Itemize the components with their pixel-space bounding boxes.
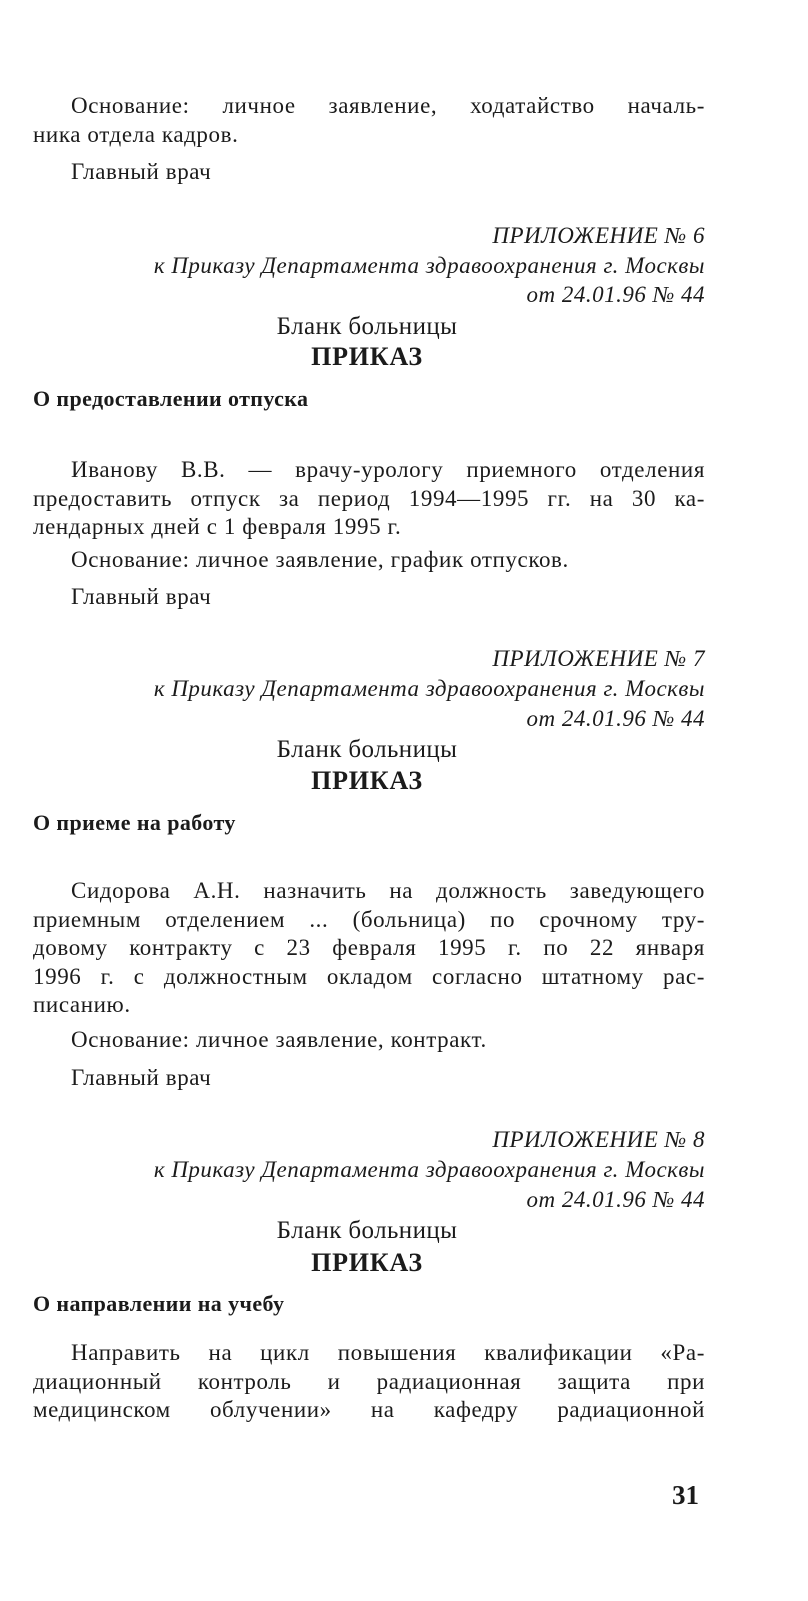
signature-label: Главный врач bbox=[71, 159, 212, 184]
text-line: Сидорова А.Н. назначить на должность заведующего bbox=[71, 878, 705, 903]
text-line: Иванову В.В. — врачу-урологу приемного отделения bbox=[71, 457, 705, 482]
hospital-form-label: Бланк больницы bbox=[276, 736, 458, 763]
appendix-title: ПРИЛОЖЕНИЕ № 6 bbox=[492, 223, 705, 248]
text-line: довому контракту с 23 февраля 1995 г. по 22 января bbox=[33, 935, 705, 960]
order-title: ПРИКАЗ bbox=[311, 1248, 423, 1277]
appendix-title: ПРИЛОЖЕНИЕ № 7 bbox=[492, 646, 705, 671]
basis-line: Основание: личное заявление, график отпусков. bbox=[71, 547, 569, 572]
order-heading: О приеме на работу bbox=[33, 810, 236, 835]
page-number: 31 bbox=[672, 1480, 699, 1510]
appendix-date: от 24.01.96 № 44 bbox=[526, 282, 705, 307]
text-line: 1996 г. с должностным окладом согласно штатному рас- bbox=[33, 963, 705, 989]
order-body bbox=[33, 877, 705, 1020]
appendix-date: от 24.01.96 № 44 bbox=[526, 1187, 705, 1212]
text-line: ника отдела кадров. bbox=[33, 121, 239, 147]
signature-label: Главный врач bbox=[71, 584, 212, 609]
appendix-reference: к Приказу Департамента здравоохранения г. Москвы bbox=[153, 253, 705, 278]
text-line: предоставить отпуск за период 1994—1995 гг. на 30 ка- bbox=[33, 485, 705, 511]
text-line: диационный контроль и радиационная защита при bbox=[33, 1368, 705, 1394]
hospital-form-label: Бланк больницы bbox=[276, 1217, 458, 1244]
basis-line: Основание: личное заявление, контракт. bbox=[71, 1027, 487, 1052]
order-body bbox=[33, 456, 705, 542]
signature-label: Главный врач bbox=[71, 1065, 212, 1090]
text-line: писанию. bbox=[33, 992, 131, 1017]
hospital-form-label: Бланк больницы bbox=[276, 313, 458, 340]
appendix-date: от 24.01.96 № 44 bbox=[526, 706, 705, 731]
appendix-reference: к Приказу Департамента здравоохранения г. Москвы bbox=[153, 676, 705, 701]
order-heading: О направлении на учебу bbox=[33, 1291, 285, 1316]
appendix-title: ПРИЛОЖЕНИЕ № 8 bbox=[492, 1127, 705, 1152]
text-line: Направить на цикл повышения квалификации «Ра- bbox=[71, 1340, 705, 1365]
basis-paragraph bbox=[33, 92, 705, 149]
text-line: лендарных дней с 1 февраля 1995 г. bbox=[33, 514, 402, 539]
appendix-reference: к Приказу Департамента здравоохранения г. Москвы bbox=[153, 1157, 705, 1182]
order-body bbox=[33, 1339, 705, 1425]
order-heading: О предоставлении отпуска bbox=[33, 386, 309, 411]
text-line: Основание: личное заявление, ходатайство началь- bbox=[71, 93, 705, 118]
order-title: ПРИКАЗ bbox=[311, 766, 423, 795]
order-title: ПРИКАЗ bbox=[311, 342, 423, 371]
text-line: медицинском облучении» на кафедру радиационной bbox=[33, 1397, 705, 1422]
text-line: приемным отделением ... (больница) по срочному тру- bbox=[33, 906, 705, 932]
